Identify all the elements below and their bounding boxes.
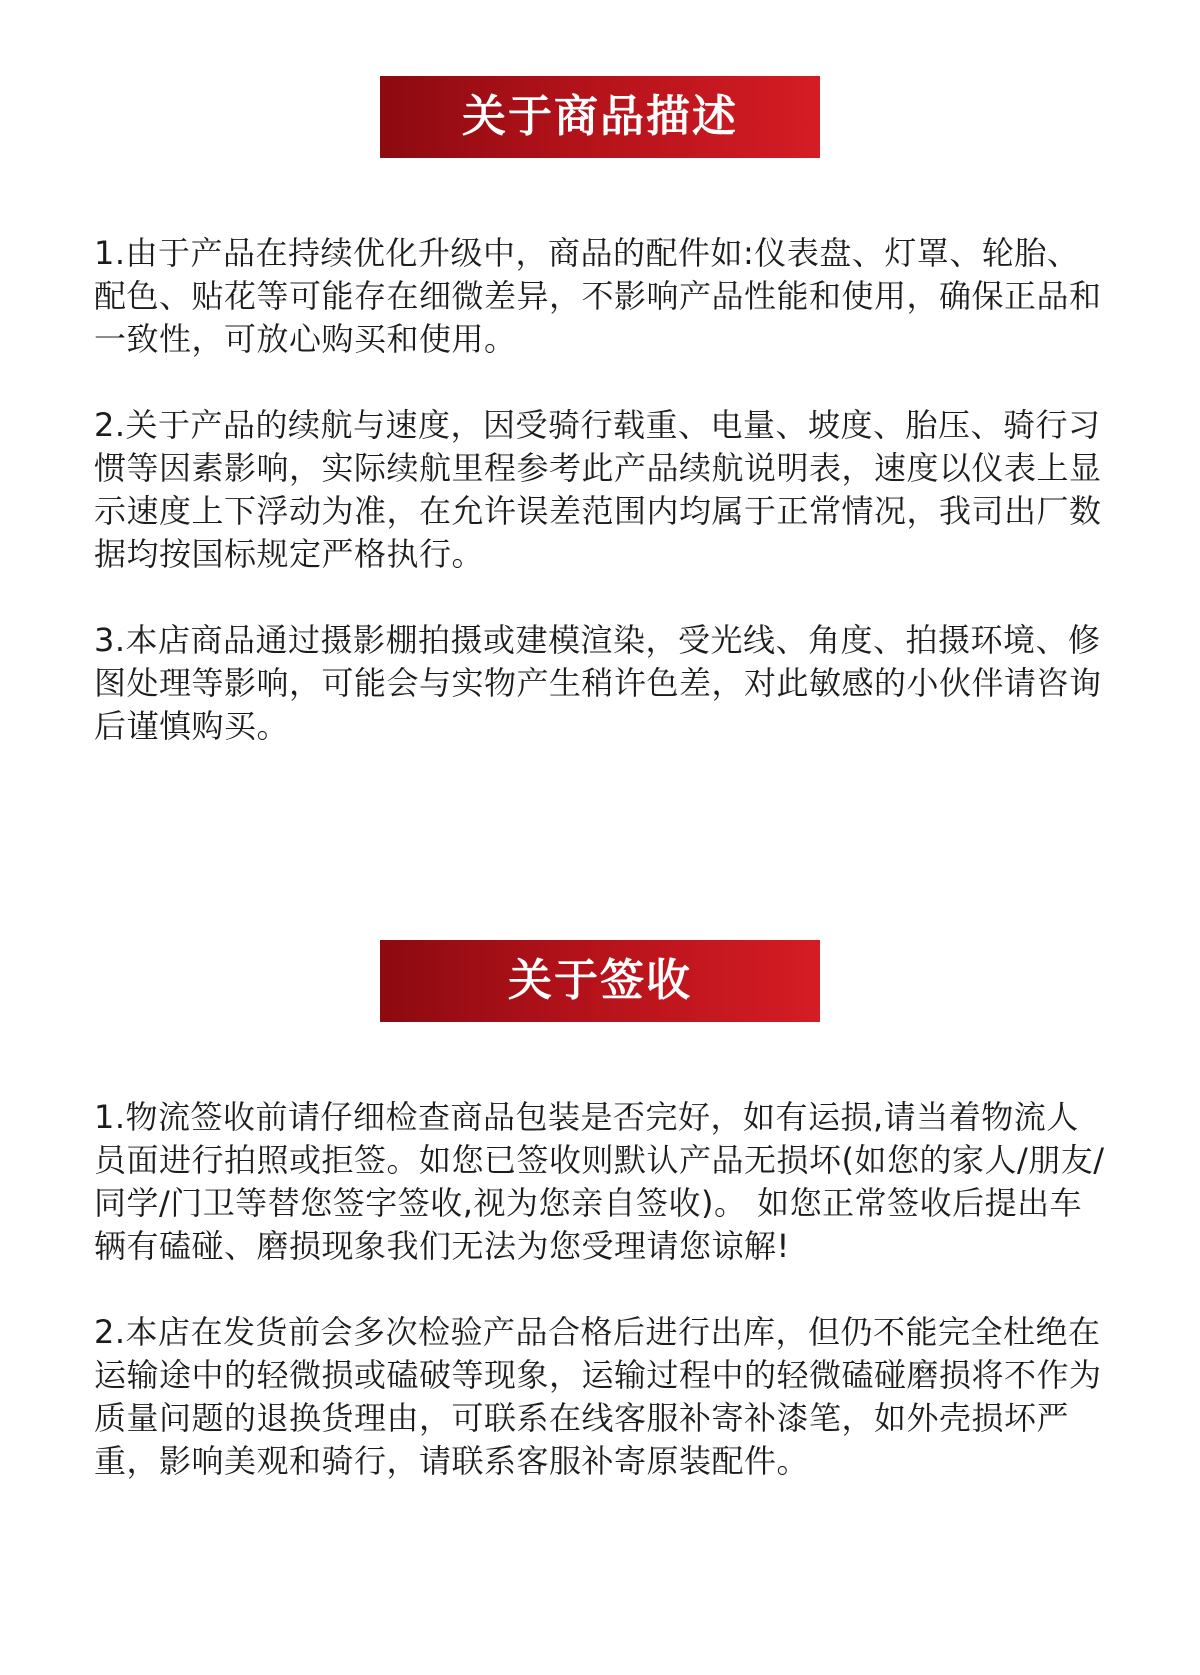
section-banner-product-description xyxy=(380,76,820,158)
section-title: 关于签收 xyxy=(508,955,692,1006)
paragraph: 1.物流签收前请仔细检查商品包装是否完好，如有运损,请当着物流人员面进行拍照或拒签。如您已签收则默认产品无损坏(如您的家人/朋友/同学/门卫等替您签字签收,视为您亲自签收)。 如您正常签收后提出车辆有磕碰、磨损现象我们无法为您受理请您谅解! xyxy=(94,1098,1105,1265)
section-title: 关于商品描述 xyxy=(462,91,738,142)
paragraph: 1.由于产品在持续优化升级中，商品的配件如:仪表盘、灯罩、轮胎、配色、贴花等可能存在细微差异，不影响产品性能和使用，确保正品和一致性，可放心购买和使用。 xyxy=(94,234,1102,358)
section-banner-receipt xyxy=(380,940,820,1022)
paragraph: 2.本店在发货前会多次检验产品合格后进行出库，但仍不能完全杜绝在运输途中的轻微损或磕破等现象，运输过程中的轻微磕碰磨损将不作为质量问题的退换货理由，可联系在线客服补寄补漆笔，如外壳损坏严重，影响美观和骑行，请联系客服补寄原装配件。 xyxy=(94,1313,1102,1480)
section-body-product-description xyxy=(94,232,1106,748)
section-body-receipt xyxy=(94,1096,1106,1483)
paragraph: 3.本店商品通过摄影棚拍摄或建模渲染，受光线、角度、拍摄环境、修图处理等影响，可能会与实物产生稍许色差，对此敏感的小伙伴请咨询后谨慎购买。 xyxy=(94,621,1102,745)
paragraph: 2.关于产品的续航与速度，因受骑行载重、电量、坡度、胎压、骑行习惯等因素影响，实际续航里程参考此产品续航说明表，速度以仪表上显示速度上下浮动为准，在允许误差范围内均属于正常情况，我司出厂数据均按国标规定严格执行。 xyxy=(94,406,1102,573)
